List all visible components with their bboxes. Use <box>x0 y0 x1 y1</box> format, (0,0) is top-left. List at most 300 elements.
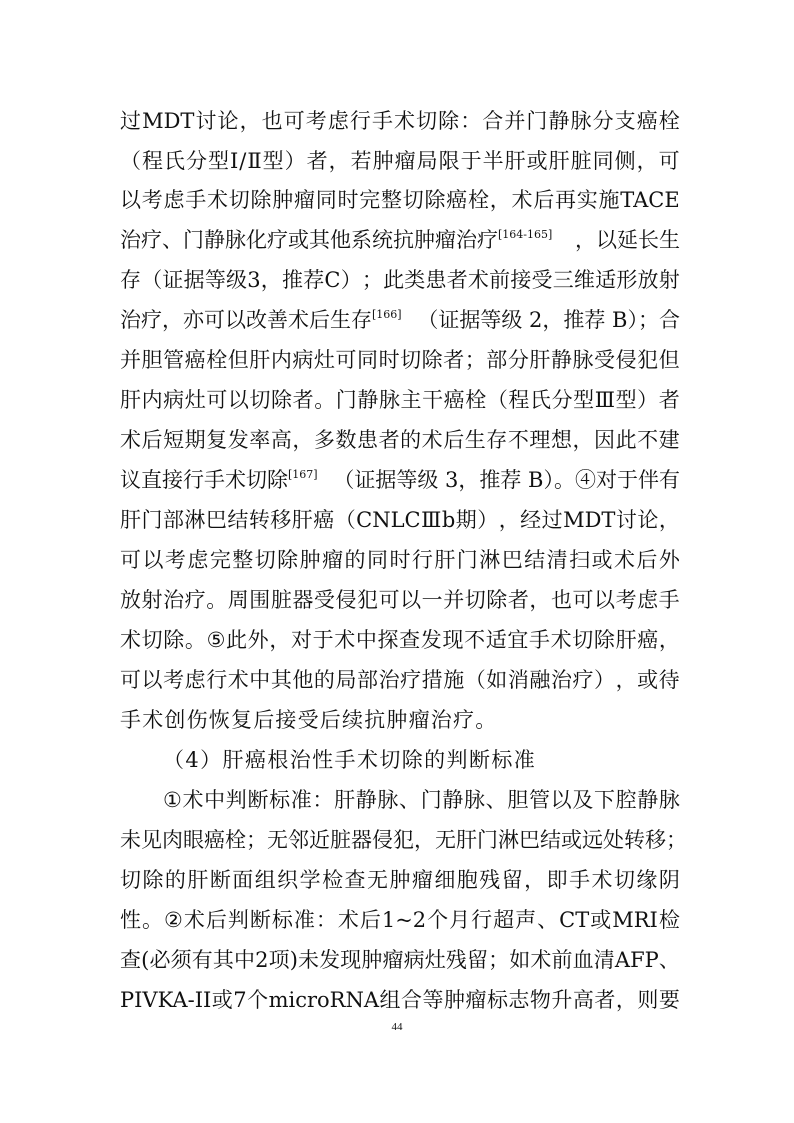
text-char: 、 <box>658 948 680 972</box>
text-char: 声 <box>515 908 537 932</box>
text-segment: 治疗、门静脉化疗或其他系统抗肿瘤治疗[164-165] <box>120 228 553 252</box>
text-char: 门 <box>477 828 498 852</box>
text-char: 完 <box>209 548 231 572</box>
text-char: 措 <box>421 668 443 692</box>
text-char: 术 <box>183 908 205 932</box>
text-char: 内 <box>270 348 292 372</box>
text-char: 者 <box>306 149 328 173</box>
text-char: 癌 <box>446 188 468 212</box>
text-char: 除 <box>593 628 615 652</box>
text-char: 可 <box>283 109 305 133</box>
text-char: 查 <box>399 628 421 652</box>
text-char: 物 <box>529 988 551 1012</box>
text-char: 脏 <box>330 828 351 852</box>
text-char: （ <box>120 149 141 173</box>
text-char: 阴 <box>658 868 680 892</box>
text-char: 射 <box>658 268 680 292</box>
text-char: 宜 <box>507 628 529 652</box>
text-char: 准 <box>290 788 312 812</box>
text-char: 残 <box>445 948 467 972</box>
text-char: 于 <box>460 149 482 173</box>
text-char: 行 <box>349 109 371 133</box>
text-char: 、 <box>485 788 507 812</box>
text-char: 血 <box>572 948 594 972</box>
text-char: 半 <box>482 149 504 173</box>
text-char: 志 <box>508 988 530 1012</box>
text-char: MDT <box>563 508 616 532</box>
text-char: CT <box>559 908 590 932</box>
text-char: 肝 <box>291 508 313 532</box>
text-char: 后 <box>141 428 163 452</box>
text-char: 虑 <box>187 548 209 572</box>
text-char: 接 <box>510 268 532 292</box>
text-char: 断 <box>247 788 269 812</box>
text-char: 围 <box>249 588 271 612</box>
text-char: 肉 <box>162 828 183 852</box>
text-char: 型 <box>615 388 637 412</box>
text-char: 的 <box>313 668 335 692</box>
text-char: Ⅲ <box>594 388 615 412</box>
text-char: 处 <box>603 828 624 852</box>
citation-ref: [167] <box>288 468 318 481</box>
text-char: 静 <box>548 109 570 133</box>
text-char: 犯 <box>393 828 414 852</box>
text-char: ） <box>284 149 306 173</box>
text-char: 部 <box>162 508 184 532</box>
text-char: 者 <box>292 388 314 412</box>
text-char: 同 <box>592 149 614 173</box>
text-char: 肿 <box>372 149 394 173</box>
text-char: 短 <box>163 428 185 452</box>
text-char: 可 <box>572 588 594 612</box>
text-char: 要 <box>658 988 680 1012</box>
text-char: 检 <box>658 908 680 932</box>
text-char: 疗 <box>400 668 422 692</box>
text-char: 肝 <box>434 548 456 572</box>
text-line <box>120 500 680 540</box>
text-char: 。 <box>314 388 336 412</box>
text-char: 内 <box>141 388 163 412</box>
text-char: 其 <box>270 668 292 692</box>
text-char: 灶 <box>313 348 335 372</box>
text-char: 瘤 <box>394 149 416 173</box>
text-char: 一 <box>421 588 443 612</box>
text-char: 须 <box>170 948 192 972</box>
text-char: 受 <box>594 348 616 372</box>
text-char: ， <box>260 268 282 292</box>
text-char: 肿 <box>443 988 465 1012</box>
text-char: 学 <box>299 868 321 892</box>
text-line <box>120 220 680 260</box>
text-char: 证 <box>162 268 184 292</box>
text-char: 肝 <box>504 149 526 173</box>
text-char: 移 <box>270 508 292 532</box>
text-char: 者 <box>594 988 616 1012</box>
text-char: 栓 <box>658 109 680 133</box>
text-char: 以 <box>227 388 249 412</box>
text-char: 、 <box>399 788 421 812</box>
text-char: 氏 <box>164 149 185 173</box>
text-char: 的 <box>164 868 186 892</box>
text-line <box>120 900 680 940</box>
text-line: 手术创伤恢复后接受后续抗肿瘤治疗。 <box>120 708 498 732</box>
text-char: 未 <box>298 948 320 972</box>
text-char: 但 <box>227 348 249 372</box>
text-char: 除 <box>421 348 443 372</box>
text-char: 无 <box>366 868 388 892</box>
text-char: （ <box>464 668 486 692</box>
text-char: 门 <box>335 388 357 412</box>
text-char: 瘤 <box>294 188 315 212</box>
text-char: 同 <box>315 188 337 212</box>
text-char: 栓 <box>465 388 487 412</box>
text-char: 巴 <box>205 508 227 532</box>
text-char: MDT <box>142 109 195 133</box>
text-char: 除 <box>271 388 293 412</box>
text-char: 不 <box>464 628 486 652</box>
text-char: 面 <box>232 868 254 892</box>
text-char: 再 <box>555 188 576 212</box>
text-char: 脏 <box>570 149 592 173</box>
text-char: CNLC <box>356 508 421 532</box>
text-line <box>120 180 680 220</box>
text-char: 远 <box>582 828 603 852</box>
text-segment: 议直接行手术切除[167] <box>120 468 318 492</box>
text-char: 此 <box>383 268 405 292</box>
text-char: ， <box>269 628 291 652</box>
text-char: 建 <box>658 428 680 452</box>
text-char: 同 <box>357 348 379 372</box>
text-char: Ⅱ <box>247 149 262 173</box>
text-char: 除 <box>142 868 164 892</box>
text-char: （ <box>334 508 356 532</box>
text-char: 脉 <box>658 788 680 812</box>
text-char: 切 <box>254 548 276 572</box>
text-char: 管 <box>528 788 550 812</box>
text-char: 高 <box>270 428 292 452</box>
text-char: ） <box>477 508 499 532</box>
text-char: 。 <box>184 628 206 652</box>
text-char: 判 <box>225 788 247 812</box>
text-char: 标 <box>269 788 291 812</box>
text-char: 术 <box>120 628 141 652</box>
text-line <box>120 620 680 660</box>
text-char: 栓 <box>225 828 246 852</box>
text-char: ） <box>637 388 659 412</box>
text-char: 病 <box>403 948 425 972</box>
text-char: 查 <box>344 868 366 892</box>
citation-ref: [164-165] <box>498 228 553 241</box>
text-char: 以 <box>120 188 141 212</box>
text-char: 灶 <box>424 948 446 972</box>
citation-ref: [166] <box>372 308 402 321</box>
text-char: 发 <box>227 428 249 452</box>
text-char: 门 <box>420 788 442 812</box>
text-char: 手 <box>185 188 207 212</box>
text-char: 标 <box>271 908 293 932</box>
text-char: 脉 <box>464 788 486 812</box>
text-char: 探 <box>377 628 399 652</box>
text-char: 胆 <box>141 348 163 372</box>
text-char: 静 <box>550 348 572 372</box>
text-char: 形 <box>616 268 638 292</box>
text-char: 并 <box>120 348 141 372</box>
text-char: 受 <box>531 268 553 292</box>
text-char: 侵 <box>335 588 357 612</box>
text-char: 下 <box>593 788 615 812</box>
text-char: 虑 <box>184 668 206 692</box>
text-char: 手 <box>658 588 680 612</box>
text-line <box>120 300 680 340</box>
text-char: 待 <box>658 668 680 692</box>
text-char: 侵 <box>372 828 393 852</box>
text-char: 器 <box>292 588 314 612</box>
text-char: 可 <box>658 149 680 173</box>
text-char: PIVKA-II <box>120 988 212 1012</box>
text-char: b <box>441 508 456 532</box>
text-char: 也 <box>550 588 572 612</box>
text-line <box>120 460 680 500</box>
text-char: ， <box>529 588 551 612</box>
text-char: 对 <box>290 628 312 652</box>
text-char: 转 <box>248 508 270 532</box>
text-char: 后 <box>533 188 555 212</box>
text-char: 分 <box>551 388 573 412</box>
text-char: 者 <box>658 388 680 412</box>
text-char: 分 <box>186 149 207 173</box>
text-char: 癌 <box>204 828 225 852</box>
text-char: 月 <box>449 908 471 932</box>
text-char: 1~2 <box>381 908 427 932</box>
text-char: 门 <box>456 548 478 572</box>
text-char: ； <box>361 268 383 292</box>
text-line <box>120 101 680 141</box>
text-char: 者 <box>378 428 400 452</box>
text-char: 脉 <box>570 109 592 133</box>
text-char: 术 <box>337 908 359 932</box>
text-char: 组 <box>379 988 401 1012</box>
text-char: 或 <box>526 149 548 173</box>
text-char: 手 <box>529 628 550 652</box>
text-char: / <box>239 149 247 173</box>
text-char: 据 <box>183 268 205 292</box>
text-char: 肿 <box>299 548 321 572</box>
text-char: 发 <box>319 948 341 972</box>
text-char: 癌 <box>184 348 206 372</box>
text-segment: （证据等级 3，推荐 B）。④对于伴有 <box>333 468 680 492</box>
text-char: 静 <box>357 388 379 412</box>
text-char: 瘤 <box>465 988 487 1012</box>
text-char: 者 <box>507 588 529 612</box>
text-char: 静 <box>637 788 659 812</box>
text-char: 脉 <box>378 388 400 412</box>
text-char: 于 <box>312 628 334 652</box>
text-char: 或 <box>211 988 233 1012</box>
text-char: 肝 <box>548 149 570 173</box>
text-char: 淋 <box>498 828 519 852</box>
text-char: 栓 <box>468 188 489 212</box>
text-char: 瘤 <box>382 948 404 972</box>
text-char: 以 <box>142 548 164 572</box>
text-char: 犯 <box>357 588 379 612</box>
text-char: 切 <box>402 188 424 212</box>
text-char: 灶 <box>184 388 206 412</box>
text-char: 术 <box>591 868 613 892</box>
text-char: Ⅲ <box>421 508 442 532</box>
text-char: 放 <box>120 588 141 612</box>
text-char: 栓 <box>206 348 228 372</box>
text-char: 标 <box>486 988 508 1012</box>
text-char: 其 <box>212 948 234 972</box>
text-char: ； <box>488 948 510 972</box>
text-char: 并 <box>504 109 526 133</box>
text-char: 现 <box>442 628 464 652</box>
text-char: 检 <box>322 868 344 892</box>
text-char: 周 <box>227 588 249 612</box>
text-char: 以 <box>594 588 616 612</box>
text-char: 瘤 <box>411 868 433 892</box>
text-char: 肝 <box>334 788 356 812</box>
text-char: 未 <box>120 828 141 852</box>
text-char: 期 <box>184 428 206 452</box>
text-char: ， <box>328 149 350 173</box>
text-char: 适 <box>485 628 507 652</box>
text-char: ： <box>460 109 482 133</box>
text-char: 胆 <box>507 788 529 812</box>
text-char: 考 <box>615 588 637 612</box>
text-char: 见 <box>141 828 162 852</box>
text-line <box>120 820 687 860</box>
text-char: 断 <box>249 908 271 932</box>
text-char: 细 <box>434 868 456 892</box>
text-char: ， <box>658 508 680 532</box>
text-char: 发 <box>420 628 442 652</box>
text-char: 组 <box>254 868 276 892</box>
text-char: 除 <box>486 588 508 612</box>
text-char: 肝 <box>456 828 477 852</box>
text-char: 级 <box>226 268 248 292</box>
text-char: 术 <box>467 268 489 292</box>
text-char: 肝 <box>615 628 637 652</box>
text-char: 经 <box>520 508 542 532</box>
text-char: ② <box>164 908 183 932</box>
text-char: 切 <box>141 628 163 652</box>
text-char: 侧 <box>614 149 636 173</box>
text-char: ① <box>163 788 182 812</box>
text-char: 。 <box>142 908 163 932</box>
text-char: 结 <box>540 828 561 852</box>
text-char: 他 <box>292 668 314 692</box>
text-char: 巴 <box>519 828 540 852</box>
text-char: 考 <box>305 109 327 133</box>
text-char: 限 <box>438 149 460 173</box>
text-char: 扫 <box>569 548 591 572</box>
text-char: 除 <box>163 628 185 652</box>
text-char: 者 <box>443 348 465 372</box>
text-char: 合 <box>482 109 504 133</box>
text-char: 不 <box>637 428 659 452</box>
text-segment: （证据等级 2，推荐 B）；合 <box>417 308 680 332</box>
text-char: ； <box>464 348 486 372</box>
text-char: 考 <box>163 668 185 692</box>
text-char: 癌 <box>637 628 659 652</box>
text-char: AFP <box>614 948 659 972</box>
text-char: 术 <box>511 188 533 212</box>
text-char: 留 <box>501 868 523 892</box>
text-char: 个 <box>427 908 449 932</box>
text-char: 分 <box>507 348 529 372</box>
text-char: 个 <box>247 988 269 1012</box>
text-line <box>120 380 680 420</box>
text-char: 并 <box>443 588 465 612</box>
text-char: （ <box>486 388 508 412</box>
text-char: 中 <box>233 948 255 972</box>
text-line <box>120 580 680 620</box>
text-char: ） <box>594 668 616 692</box>
text-char: 肝 <box>120 508 141 532</box>
text-char: 前 <box>551 948 573 972</box>
text-char: 术 <box>394 109 416 133</box>
text-char: ； <box>246 828 267 852</box>
text-char: 支 <box>614 109 636 133</box>
text-char: 或 <box>590 908 612 932</box>
text-line <box>120 540 680 580</box>
text-char: 肿 <box>272 188 294 212</box>
text-char: 也 <box>261 109 283 133</box>
text-char: 邻 <box>288 828 309 852</box>
text-char: ， <box>615 668 637 692</box>
text-char: 除 <box>250 188 272 212</box>
text-char: 癌 <box>636 109 658 133</box>
text-char: 讨 <box>615 508 637 532</box>
text-char: 后 <box>205 908 227 932</box>
text-char: 程 <box>142 149 163 173</box>
text-char: 术 <box>530 948 552 972</box>
text-char: microRNA <box>268 988 380 1012</box>
text-char: 中 <box>355 628 377 652</box>
text-char: 肝 <box>249 348 271 372</box>
text-char: 除 <box>438 109 460 133</box>
text-char: 或 <box>561 828 582 852</box>
text-char: 有 <box>191 948 213 972</box>
text-char: 论 <box>637 508 659 532</box>
text-char: 除 <box>277 548 299 572</box>
text-char: ， <box>524 868 546 892</box>
text-char: 癌 <box>443 388 465 412</box>
text-char: ： <box>312 788 334 812</box>
text-line <box>120 860 680 900</box>
text-char: 患 <box>357 428 379 452</box>
text-char: 分 <box>592 109 614 133</box>
text-char: 主 <box>400 388 422 412</box>
text-char: 因 <box>594 428 616 452</box>
text-char: 脉 <box>572 348 594 372</box>
text-char: ， <box>636 149 658 173</box>
text-char: 、 <box>537 908 559 932</box>
text-char: 巴 <box>501 548 523 572</box>
text-char: 缘 <box>636 868 658 892</box>
text-char: 同 <box>366 548 388 572</box>
text-char: 考 <box>164 548 186 572</box>
text-char: 术 <box>334 628 356 652</box>
text-char: 清 <box>546 548 568 572</box>
text-char: 残 <box>479 868 501 892</box>
text-char: 或 <box>637 668 659 692</box>
text-char: 中 <box>204 788 226 812</box>
text-char: 腔 <box>615 788 637 812</box>
text-char: 切 <box>120 868 141 892</box>
text-char: ， <box>615 988 637 1012</box>
